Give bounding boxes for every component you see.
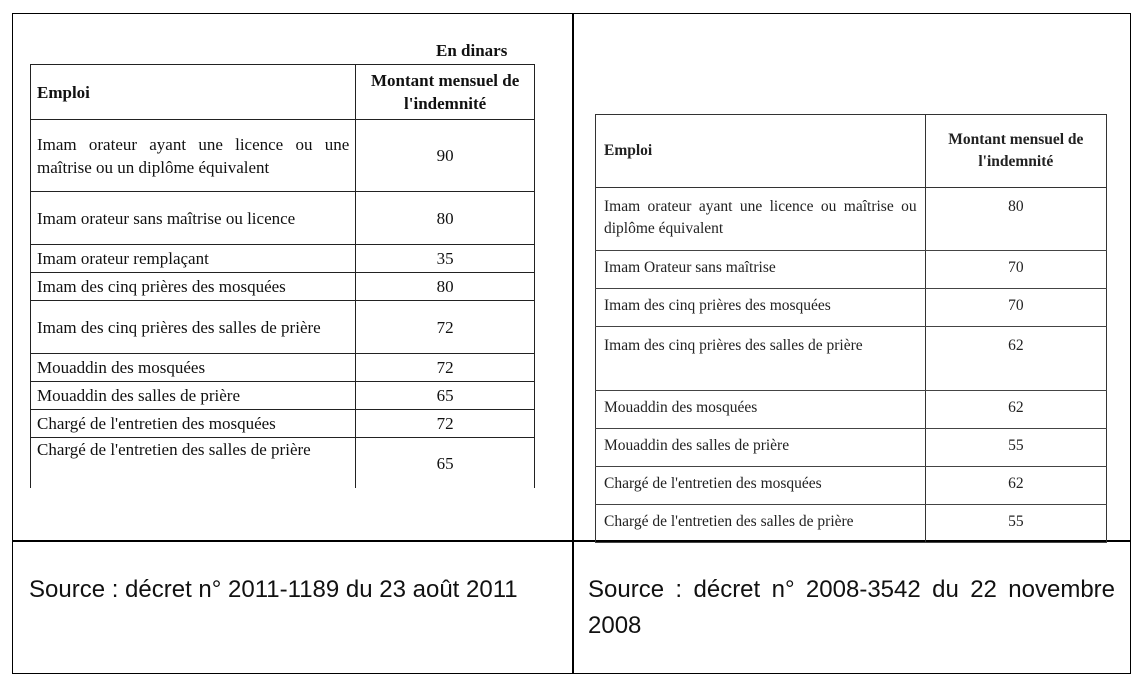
amount-cell: 80 xyxy=(356,273,535,301)
amount-cell: 55 xyxy=(925,429,1106,467)
job-cell: Chargé de l'entretien des mosquées xyxy=(596,467,926,505)
job-cell: Imam des cinq prières des mosquées xyxy=(31,273,356,301)
table-row xyxy=(596,467,1107,505)
table-row xyxy=(31,273,535,301)
table-row xyxy=(596,429,1107,467)
table-row xyxy=(31,410,535,438)
job-cell: Imam orateur remplaçant xyxy=(31,245,356,273)
job-cell: Imam des cinq prières des salles de prière xyxy=(596,327,926,391)
amount-cell: 65 xyxy=(356,382,535,410)
table-row xyxy=(31,354,535,382)
amount-cell: 65 xyxy=(356,438,535,489)
job-cell: Mouaddin des mosquées xyxy=(31,354,356,382)
amount-cell: 72 xyxy=(356,410,535,438)
job-cell: Chargé de l'entretien des salles de prière xyxy=(31,438,356,489)
allowance-table-2011 xyxy=(30,64,535,488)
amount-cell: 70 xyxy=(925,289,1106,327)
table-row xyxy=(596,505,1107,543)
table-row xyxy=(596,391,1107,429)
job-cell: Imam des cinq prières des salles de prière xyxy=(31,301,356,354)
table-header-row xyxy=(31,65,535,120)
job-cell: Imam orateur ayant une licence ou maîtrise ou diplôme équivalent xyxy=(596,188,926,251)
amount-cell: 35 xyxy=(356,245,535,273)
table-row xyxy=(31,192,535,245)
table-row xyxy=(596,251,1107,289)
header-job: Emploi xyxy=(31,65,356,120)
job-cell: Imam orateur sans maîtrise ou licence xyxy=(31,192,356,245)
header-amount: Montant mensuel de l'indemnité xyxy=(356,65,535,120)
table-header-row xyxy=(596,115,1107,188)
column-divider xyxy=(572,13,574,674)
table-row xyxy=(31,382,535,410)
unit-note: En dinars xyxy=(436,41,508,60)
table-row xyxy=(31,120,535,192)
amount-cell: 62 xyxy=(925,467,1106,505)
source-caption-2011: Source : décret n° 2011-1189 du 23 août 2011 xyxy=(29,576,518,603)
amount-cell: 72 xyxy=(356,301,535,354)
job-cell: Mouaddin des salles de prière xyxy=(31,382,356,410)
amount-cell: 90 xyxy=(356,120,535,192)
table-row xyxy=(31,301,535,354)
job-cell: Chargé de l'entretien des salles de prière xyxy=(596,505,926,543)
table-row xyxy=(31,438,535,489)
amount-cell: 55 xyxy=(925,505,1106,543)
job-cell: Imam des cinq prières des mosquées xyxy=(596,289,926,327)
amount-cell: 80 xyxy=(925,188,1106,251)
amount-cell: 62 xyxy=(925,327,1106,391)
source-caption-2008: Source : décret n° 2008-3542 du 22 novembre 2008 xyxy=(588,576,1115,639)
amount-cell: 70 xyxy=(925,251,1106,289)
table-row xyxy=(596,188,1107,251)
job-cell: Imam orateur ayant une licence ou une maîtrise ou un diplôme équivalent xyxy=(31,120,356,192)
table-row xyxy=(596,327,1107,391)
header-amount: Montant mensuel de l'indemnité xyxy=(925,115,1106,188)
job-cell: Mouaddin des salles de prière xyxy=(596,429,926,467)
amount-cell: 72 xyxy=(356,354,535,382)
job-cell: Imam Orateur sans maîtrise xyxy=(596,251,926,289)
table-row xyxy=(31,245,535,273)
job-cell: Mouaddin des mosquées xyxy=(596,391,926,429)
table-row xyxy=(596,289,1107,327)
amount-cell: 80 xyxy=(356,192,535,245)
header-job: Emploi xyxy=(596,115,926,188)
job-cell: Chargé de l'entretien des mosquées xyxy=(31,410,356,438)
allowance-table-2008 xyxy=(595,114,1107,543)
amount-cell: 62 xyxy=(925,391,1106,429)
